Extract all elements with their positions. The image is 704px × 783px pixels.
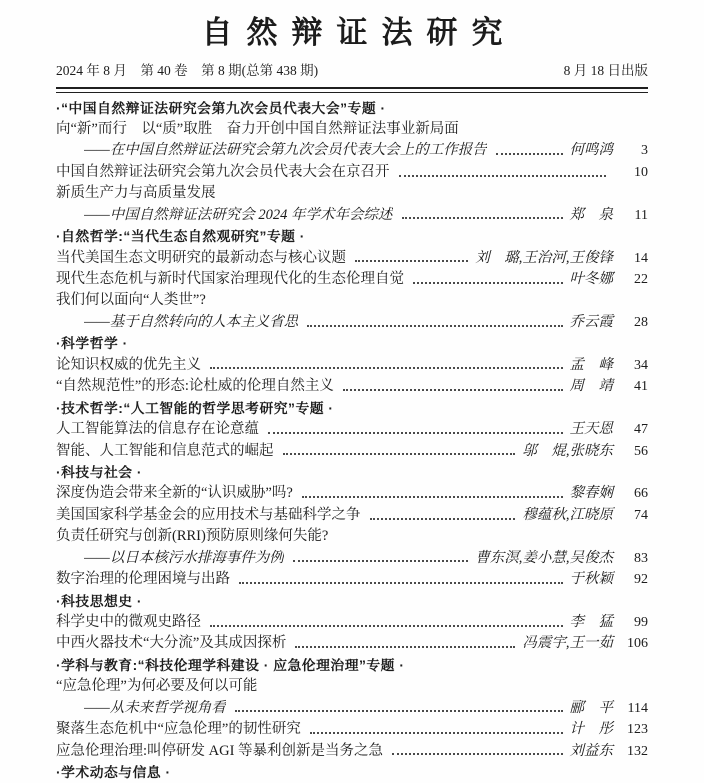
entry-title: “应急伦理”为何必要及何以可能 [56,678,258,695]
toc-section-header [56,655,648,676]
entry-page-number: 34 [634,357,648,373]
toc-entry [56,741,648,762]
toc-section-header [56,591,648,612]
entry-author: 邬 焜,张晓东 [522,442,613,459]
section-label: ·学术动态与信息 · [56,765,171,781]
toc-entry [56,698,648,719]
entry-page-number: 106 [627,636,648,652]
section-label: ·自然哲学:“当代生态自然观研究”专题 · [56,229,305,245]
toc-list [56,93,648,783]
entry-page-number: 132 [627,743,648,759]
entry-page-number: 99 [634,615,648,630]
leader-dots [268,422,563,434]
entry-author: 曹东溟,姜小慧,吴俊杰 [475,549,613,566]
toc-entry [56,548,648,569]
leader-dots [235,700,563,712]
entry-title: 我们何以面向“人类世”? [56,292,206,309]
toc-section-header [56,226,648,247]
toc-entry [56,676,648,697]
entry-page-number: 22 [634,272,648,287]
toc-entry [56,526,648,547]
journal-title: 自然辩证法研究 [201,15,517,50]
entry-author: 计 彤 [569,721,613,738]
toc-entry [56,205,648,226]
leader-dots [293,550,468,562]
section-label: ·技术哲学:“人工智能的哲学思考研究”专题 · [56,400,334,416]
toc-entry [56,612,648,633]
leader-dots [307,315,562,327]
toc-entry [56,376,648,397]
leader-dots [392,743,562,755]
toc-entry [56,483,648,504]
toc-entry [56,119,648,140]
toc-entry [56,355,648,376]
entry-author: 郦 平 [569,699,613,716]
toc-entry [56,183,648,204]
toc-section-header [56,333,648,354]
leader-dots [399,165,607,177]
entry-page-number: 14 [634,250,648,266]
section-label: ·科学哲学 · [56,336,128,352]
section-label: ·科技思想史 · [56,593,143,609]
entry-title: 现代生态危机与新时代国家治理现代化的生态伦理自觉 [56,271,404,287]
entry-title: 向“新”而行 以“质”取胜 奋力开创中国自然辩证法事业新局面 [56,120,459,137]
entry-title: 深度伪造会带来全新的“认识威胁”吗? [56,485,293,502]
entry-title: 中西火器技术“大分流”及其成因探析 [56,635,287,652]
entry-author: 刘益东 [569,742,613,759]
entry-title: ——基于自然转向的人本主义省思 [84,313,299,330]
entry-page-number: 83 [634,550,648,566]
entry-page-number: 56 [634,443,648,459]
entry-title: 智能、人工智能和信息范式的崛起 [56,442,274,459]
entry-title: 应急伦理治理:叫停研发 AGI 等暴利创新是当务之急 [56,742,384,759]
toc-section-header [56,462,648,483]
entry-page-number: 92 [634,572,648,588]
toc-section-header [56,398,648,419]
issue-info: 2024 年 8 月 第 40 卷 第 8 期(总第 438 期) [56,63,319,78]
entry-author: 孟 峰 [569,356,613,373]
entry-page-number: 41 [634,379,648,395]
toc-entry [56,719,648,740]
toc-entry [56,248,648,269]
toc-entry [56,162,648,183]
entry-author: 何鸣鸿 [569,142,613,159]
section-label: ·学科与教育:“科技伦理学科建设 · 应急伦理治理”专题 · [56,657,405,673]
toc-entry [56,269,648,290]
leader-dots [413,272,563,284]
toc-entry [56,290,648,311]
entry-author: 李 猛 [569,614,613,630]
publish-date: 8 月 18 日出版 [563,63,648,78]
entry-page-number: 28 [634,314,648,330]
issue-info-row [56,59,648,79]
entry-page-number: 11 [634,207,648,223]
toc-entry [56,419,648,440]
entry-author: 冯震宇,王一茹 [522,635,613,652]
entry-author: 黎春娴 [569,485,613,502]
section-label: ·“中国自然辩证法研究会第九次会员代表大会”专题 · [56,100,386,116]
leader-dots [370,508,516,520]
entry-page-number: 47 [634,422,648,438]
entry-title: ——中国自然辩证法研究会 2024 年学术年会综述 [84,206,393,223]
leader-dots [310,722,563,734]
toc-entry [56,569,648,590]
entry-author: 叶冬娜 [569,271,613,287]
leader-dots [402,207,563,219]
toc-section-header [56,762,648,783]
toc-entry [56,505,648,526]
entry-page-number: 10 [634,164,648,180]
entry-title: 负责任研究与创新(RRI)预防原则缘何失能? [56,528,329,545]
entry-author: 王天恩 [569,421,613,438]
entry-title: ——从未来哲学视角看 [84,699,226,716]
leader-dots [210,615,563,627]
entry-page-number: 123 [627,722,648,738]
leader-dots [283,443,516,455]
entry-author: 刘 璐,王治河,王俊锋 [475,249,613,266]
entry-author: 周 靖 [569,378,613,395]
entry-author: 于秋颖 [569,571,613,588]
entry-page-number: 74 [634,507,648,523]
entry-page-number: 66 [634,486,648,502]
toc-entry [56,140,648,161]
entry-title: 美国国家科学基金会的应用技术与基础科学之争 [56,506,361,523]
entry-page-number: 114 [627,700,648,716]
leader-dots [302,486,563,498]
entry-title: 当代美国生态文明研究的最新动态与核心议题 [56,249,346,266]
entry-title: “自然规范性”的形态:论杜威的伦理自然主义 [56,378,334,395]
toc-section-header [56,98,648,119]
section-label: ·科技与社会 · [56,464,143,480]
entry-title: 聚落生态危机中“应急伦理”的韧性研究 [56,721,301,738]
entry-author: 郑 泉 [569,206,613,223]
entry-title: 新质生产力与高质量发展 [56,185,216,202]
entry-title: 科学史中的微观史路径 [56,614,201,630]
entry-author: 乔云霞 [569,313,613,330]
entry-page-number: 3 [641,143,648,159]
leader-dots [210,357,563,369]
entry-title: ——在中国自然辩证法研究会第九次会员代表大会上的工作报告 [84,142,487,159]
entry-title: 论知识权威的优先主义 [56,356,201,373]
toc-entry [56,633,648,654]
leader-dots [239,572,563,584]
toc-entry [56,441,648,462]
entry-author: 穆蕴秋,江晓原 [522,506,613,523]
toc-entry [56,312,648,333]
leader-dots [496,143,563,155]
entry-title: 中国自然辩证法研究会第九次会员代表大会在京召开 [56,163,390,180]
entry-title: 数字治理的伦理困境与出路 [56,571,230,588]
leader-dots [355,250,468,262]
leader-dots [343,379,563,391]
leader-dots [295,636,515,648]
entry-title: 人工智能算法的信息存在论意蕴 [56,421,259,438]
entry-title: ——以日本核污水排海事件为例 [84,549,284,566]
